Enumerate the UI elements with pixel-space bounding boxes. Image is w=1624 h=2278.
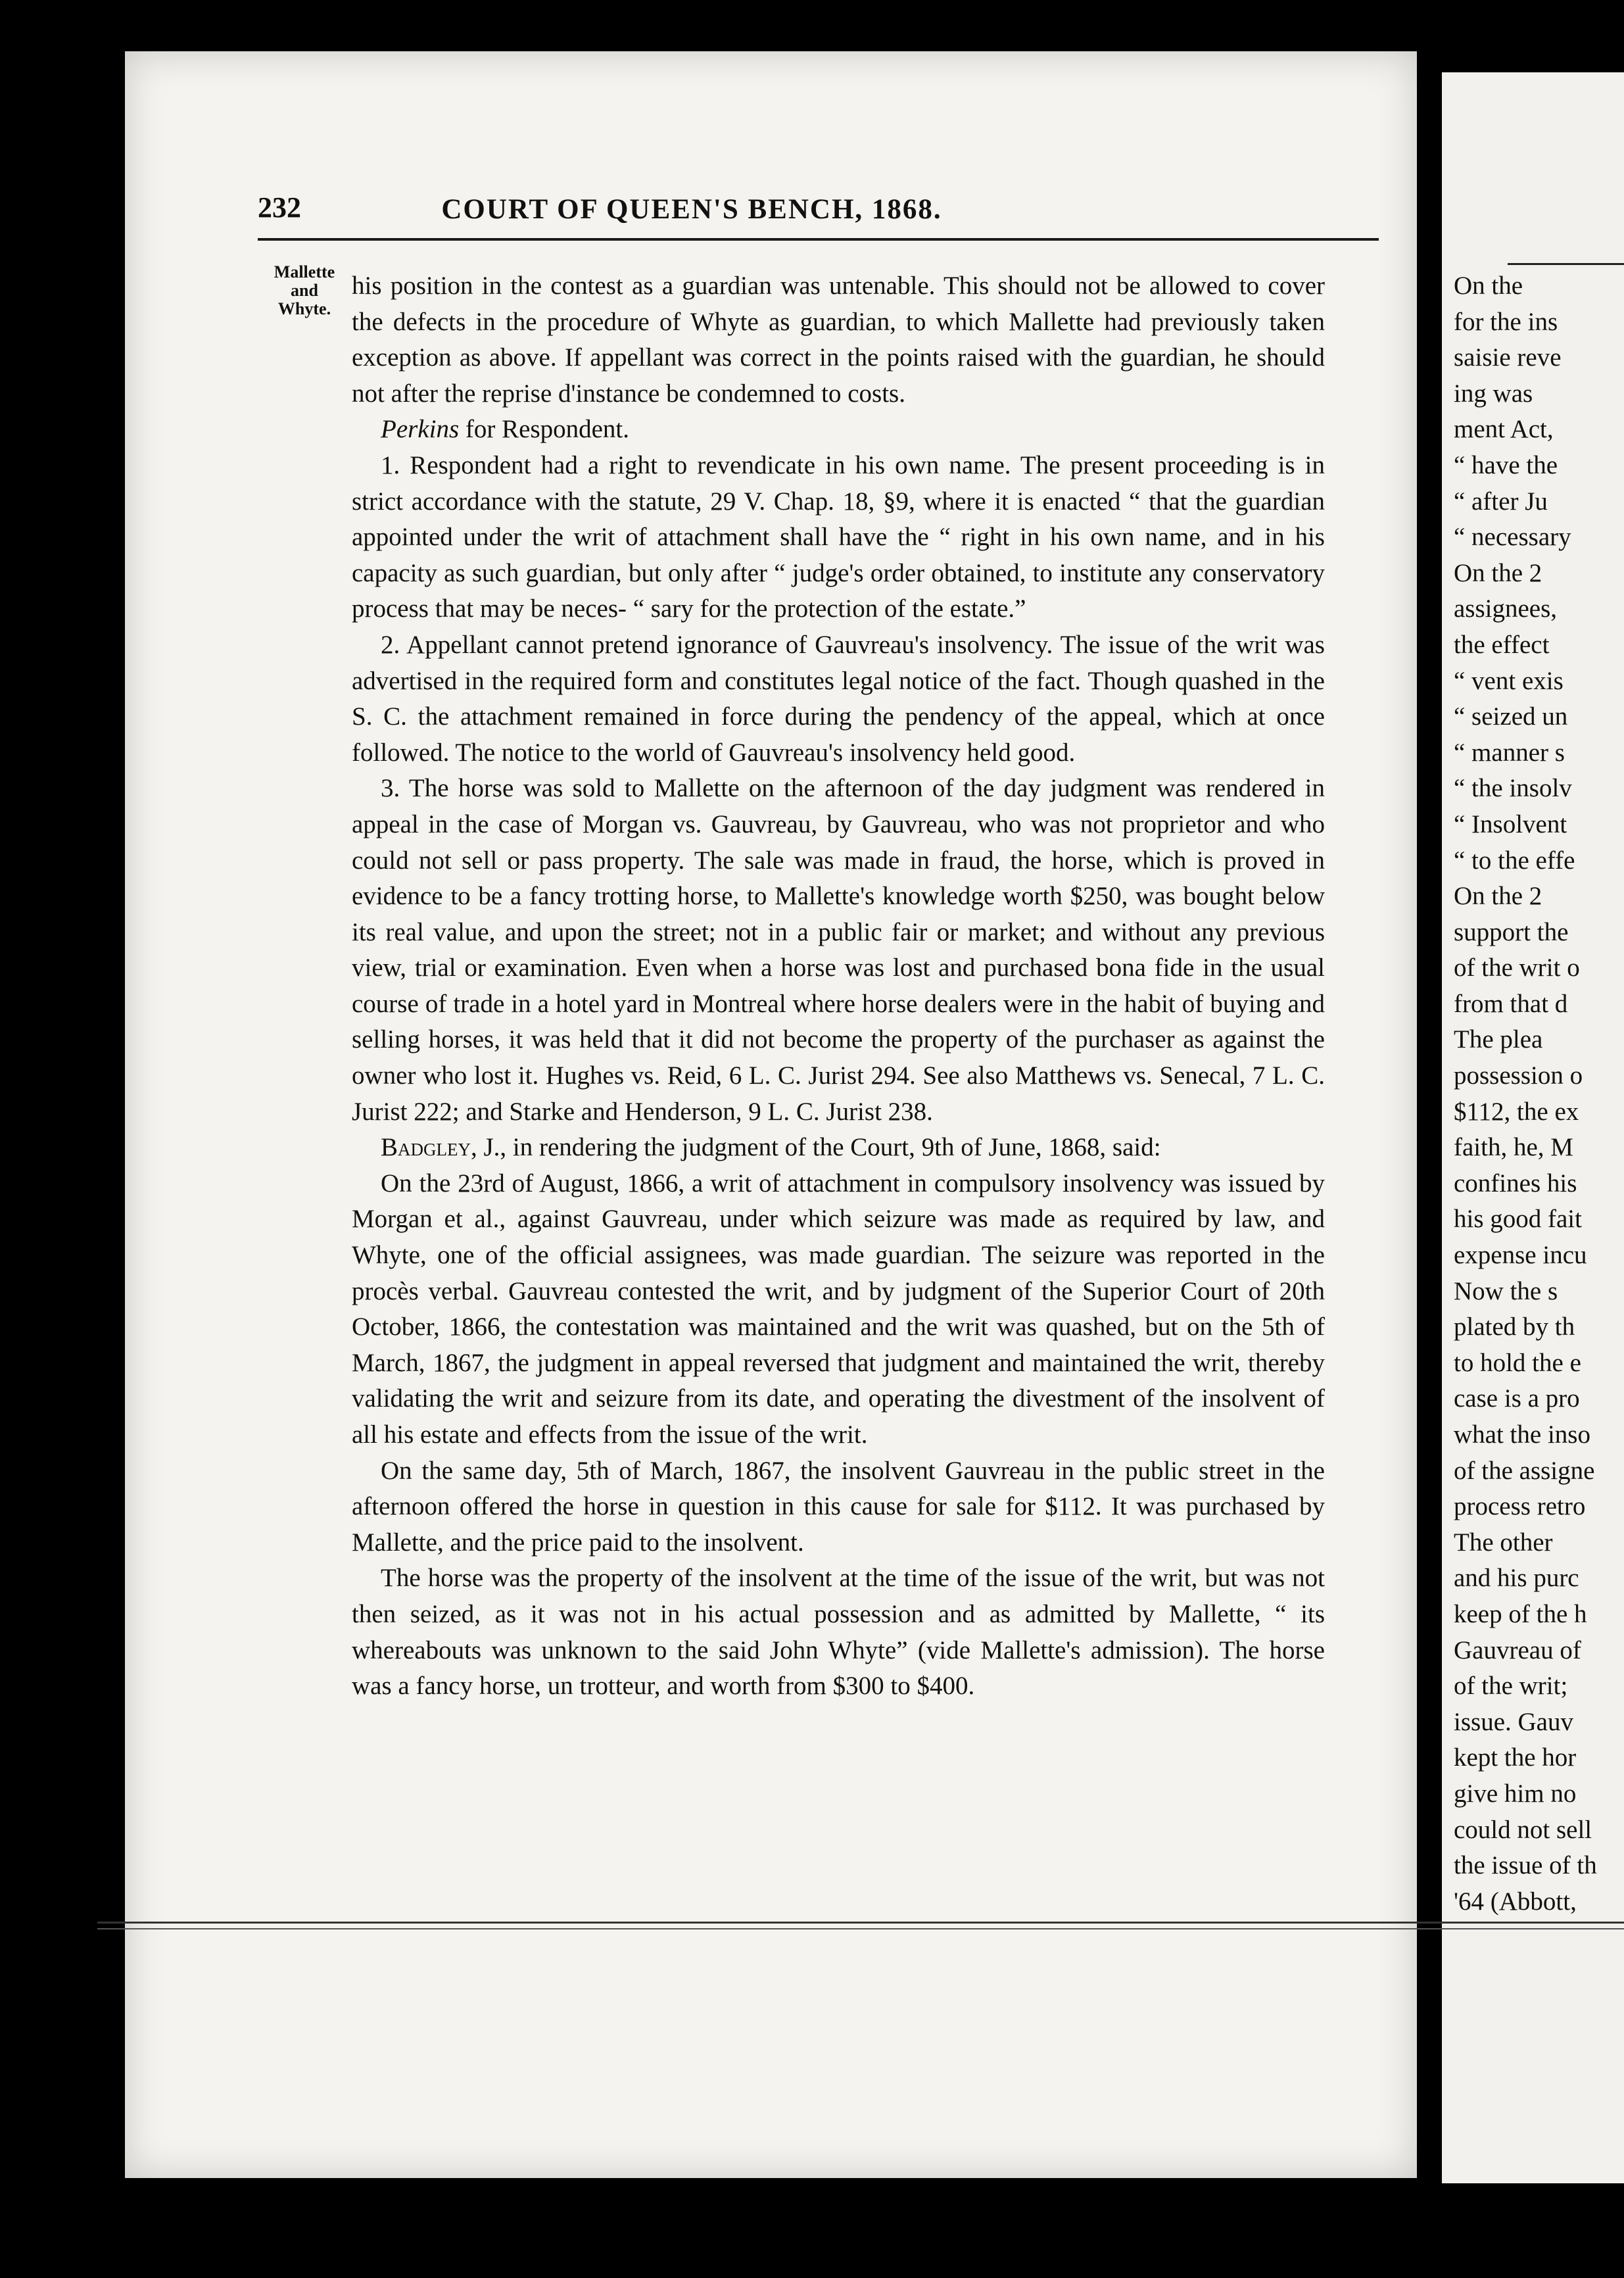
right-page-line: “ have the xyxy=(1454,450,1558,479)
right-page-line: the issue of th xyxy=(1454,1851,1597,1880)
right-page-line: process retro xyxy=(1454,1492,1586,1521)
right-page-line: “ after Ju xyxy=(1454,487,1548,516)
right-page-line: Gauvreau of xyxy=(1454,1636,1581,1664)
right-page-line: confines his xyxy=(1454,1169,1577,1198)
right-page-line: assignees, xyxy=(1454,594,1558,623)
paragraph: 1. Respondent had a right to revendicate in his own name. The present proceeding is in strict accordance with the statute, 29 V. Chap. 18, §9, where it is enacted “ that the guardian appointed under the writ of attachment shall have the “ right in his own name, and in his capacity as such guardian, but only after “ judge's order obtained, to institute any conservatory process that may be neces- “ sary for the protection of the estate.” xyxy=(352,450,1325,623)
right-page-line: “ the insolv xyxy=(1454,774,1572,803)
right-page-line: “ necessary xyxy=(1454,523,1571,552)
bottom-rule-secondary xyxy=(97,1928,1624,1929)
margin-note-line: Whyte. xyxy=(277,299,331,318)
paragraph: On the 23rd of August, 1866, a writ of attachment in compulsory insolvency was issued by Morgan et al., against Gauvreau, under which seizure was made as required by law, and Whyte, one of the official assignees, was made guardian. The seizure was reported in the procès verbal. Gauvreau contested the writ, and by judgment of the Superior Court of 20th October, 1866, the contestation was maintained and the writ was quashed, but on the 5th of March, 1867, the judgment in appeal reversed that judgment and maintained the writ, thereby validating the writ and seizure from its date, and operating the divestment of the insolvent of all his estate and effects from the issue of the writ. xyxy=(352,1169,1325,1449)
right-page-line: On the xyxy=(1454,272,1523,300)
right-page-line: to hold the e xyxy=(1454,1348,1581,1377)
right-page-line: what the inso xyxy=(1454,1420,1590,1449)
right-page-line: issue. Gauv xyxy=(1454,1707,1573,1736)
judgment-intro xyxy=(352,1130,1325,1166)
right-page-line: from that d xyxy=(1454,989,1568,1018)
main-text xyxy=(352,268,1325,1705)
paragraph: 3. The horse was sold to Mallette on the afternoon of the day judgment was rendered in appeal in the case of Morgan vs. Gauvreau, by Gauvreau, who was not proprietor and who could not sell or pass property. The sale was made in fraud, the horse, which is proved in evidence to be a fancy trotting horse, to Mallette's knowledge worth $250, was bought below its real value, and upon the street; not in a public fair or market; and without any previous view, trial or examination. Even when a horse was lost and purchased bona fide in the usual course of trade in a hotel yard in Montreal where horse dealers were in the habit of buying and selling horses, it was held that it did not become the property of the purchaser as against the owner who lost it. Hughes vs. Reid, 6 L. C. Jurist 294. See also Matthews vs. Senecal, 7 L. C. Jurist 222; and Starke and Henderson, 9 L. C. Jurist 238. xyxy=(352,774,1325,1126)
right-page-line: “ vent exis xyxy=(1454,666,1564,695)
right-page-line: possession o xyxy=(1454,1061,1583,1090)
page-title: COURT OF QUEEN'S BENCH, 1868. xyxy=(441,194,942,225)
right-page-line: kept the hor xyxy=(1454,1743,1577,1772)
margin-note-line: Mallette xyxy=(274,262,335,281)
paragraph: his position in the contest as a guardian was untenable. This should not be allowed to cover the defects in the procedure of Whyte as guardian, to which Mallette had previously taken exception as above. If appellant was correct in the points raised with the guardian, he should not after the reprise d'instance be condemned to costs. xyxy=(352,272,1325,408)
counsel-line xyxy=(352,412,1325,448)
margin-note xyxy=(262,263,347,318)
right-page-line: could not sell xyxy=(1454,1815,1592,1844)
right-page-line: and his purc xyxy=(1454,1564,1579,1593)
paragraph: 2. Appellant cannot pretend ignorance of Gauvreau's insolvency. The issue of the writ was advertised in the required form and constitutes legal notice of the fact. Though quashed in the S. C. the attachment remained in force during the pendency of the appeal, which at once followed. The notice to the world of Gauvreau's insolvency held good. xyxy=(352,630,1325,767)
right-page-line: for the ins xyxy=(1454,307,1558,336)
right-page-line: his good fait xyxy=(1454,1205,1582,1234)
right-page-line: of the writ; xyxy=(1454,1672,1568,1701)
page-number: 232 xyxy=(258,191,301,224)
judge-name: Badgley, J., xyxy=(381,1133,507,1162)
counsel-name: Perkins xyxy=(381,415,460,444)
paragraph: On the same day, 5th of March, 1867, the insolvent Gauvreau in the public street in the afternoon offered the horse in question in this cause for sale for $112. It was purchased by Mallette, and the price paid to the insolvent. xyxy=(352,1456,1325,1557)
right-page-line: '64 (Abbott, xyxy=(1454,1887,1577,1916)
right-page-line: $112, the ex xyxy=(1454,1097,1579,1126)
right-page-line: the effect xyxy=(1454,630,1550,659)
right-page-line: of the assigne xyxy=(1454,1456,1595,1485)
right-page-line: expense incu xyxy=(1454,1241,1587,1270)
right-page-line: ment Act, xyxy=(1454,415,1554,444)
right-page-line: ing was xyxy=(1454,379,1533,408)
right-page-line: Now the s xyxy=(1454,1276,1558,1305)
right-page-line: The plea xyxy=(1454,1025,1543,1054)
right-page-line: of the writ o xyxy=(1454,954,1580,982)
right-page-line: faith, he, M xyxy=(1454,1133,1573,1162)
running-head xyxy=(258,191,1126,230)
right-page-fragment xyxy=(1442,72,1624,2183)
header-rule xyxy=(258,238,1379,241)
right-page-line: keep of the h xyxy=(1454,1599,1587,1628)
right-page-line: case is a pro xyxy=(1454,1384,1580,1413)
line-text: in rendering the judgment of the Court, 9th of June, 1868, said: xyxy=(506,1133,1161,1162)
right-page-header-rule xyxy=(1508,263,1624,265)
right-page-line: support the xyxy=(1454,917,1569,946)
right-page-line: “ Insolvent xyxy=(1454,810,1567,838)
right-page-line: On the 2 xyxy=(1454,882,1542,911)
paragraph: The horse was the property of the insolvent at the time of the issue of the writ, but was not then seized, as it was not in his actual possession and as admitted by Mallette, “ its whereabouts was unknown to the said John Whyte” (vide Mallette's admission). The horse was a fancy horse, un trotteur, and worth from $300 to $400. xyxy=(352,1564,1325,1701)
bottom-rule xyxy=(97,1922,1624,1924)
line-text: for Respondent. xyxy=(459,415,630,444)
right-page-line: “ to the effe xyxy=(1454,846,1575,875)
right-page-line: “ manner s xyxy=(1454,738,1565,767)
right-page-line: “ seized un xyxy=(1454,702,1568,731)
right-page-line: On the 2 xyxy=(1454,558,1542,587)
right-page-line: plated by th xyxy=(1454,1313,1575,1342)
right-page-text xyxy=(1442,268,1624,1920)
right-page-line: give him no xyxy=(1454,1779,1577,1808)
right-page-line: saisie reve xyxy=(1454,343,1562,372)
margin-note-line: and xyxy=(291,281,318,300)
right-page-line: The other xyxy=(1454,1528,1553,1557)
